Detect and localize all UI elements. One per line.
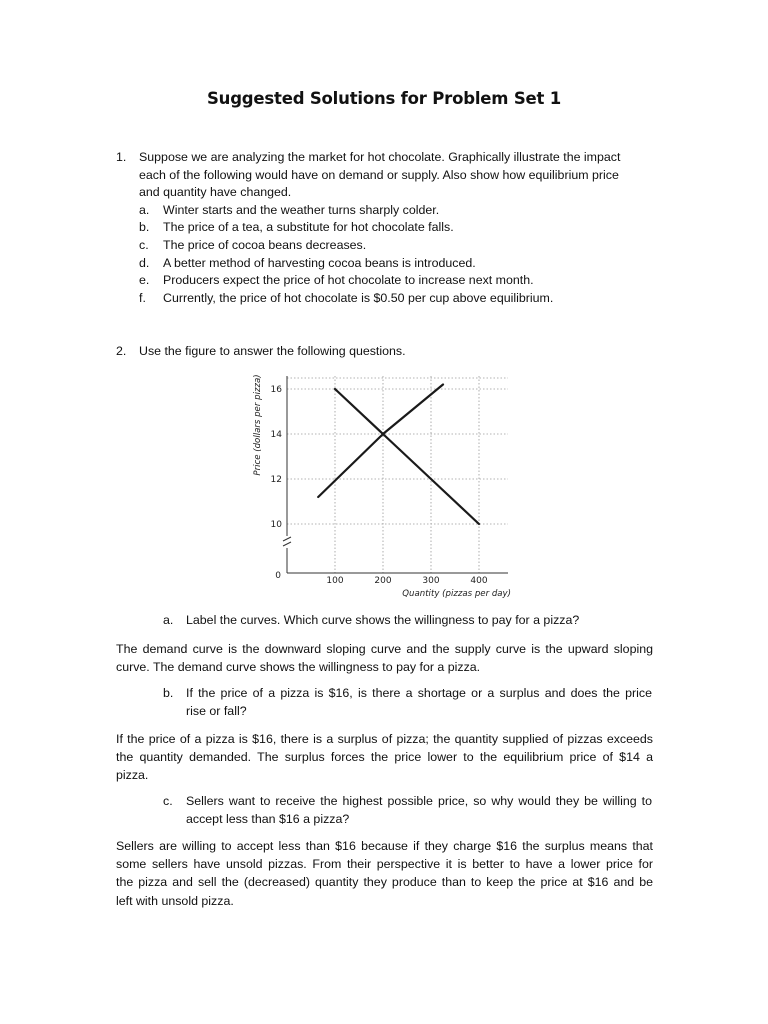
x-axis-title: Quantity (pizzas per day) bbox=[402, 589, 511, 599]
question-prompt-line: each of the following would have on demand or supply. Also show how equilibrium price bbox=[139, 167, 619, 182]
axis-break-mark bbox=[283, 537, 291, 541]
sub-question-text bbox=[186, 685, 652, 720]
y-tick-label: 12 bbox=[270, 475, 282, 485]
sub-question-line: rise or fall? bbox=[186, 703, 247, 718]
x-tick-label: 100 bbox=[326, 576, 344, 586]
demand-curve bbox=[335, 389, 479, 524]
answer-line: curve. The demand curve shows the willingness to pay for a pizza. bbox=[116, 660, 481, 675]
question-prompt-line: Suppose we are analyzing the market for hot chocolate. Graphically illustrate the impact bbox=[139, 150, 621, 164]
list-item-letter: f. bbox=[139, 291, 146, 305]
y-axis-title: Price (dollars per pizza) bbox=[253, 374, 263, 476]
sub-question-line: Sellers want to receive the highest possible price, so why would they be willing to bbox=[186, 794, 652, 808]
question-number: 2. bbox=[116, 344, 127, 358]
page-title: Suggested Solutions for Problem Set 1 bbox=[206, 89, 562, 108]
x-tick-label: 400 bbox=[470, 576, 488, 586]
sub-question-text bbox=[186, 793, 652, 828]
list-item: Producers expect the price of hot chocolate to increase next month. bbox=[163, 273, 534, 287]
answer-line: left with unsold pizza. bbox=[116, 893, 234, 908]
list-item: The price of cocoa beans decreases. bbox=[163, 237, 367, 252]
list-item-letter: e. bbox=[139, 273, 150, 287]
y-tick-label: 16 bbox=[270, 385, 282, 395]
chart-labels bbox=[253, 374, 511, 599]
answer-paragraph bbox=[116, 730, 653, 785]
list-item: A better method of harvesting cocoa beans is introduced. bbox=[163, 255, 476, 270]
list-item-letter: d. bbox=[139, 255, 150, 270]
sub-question-letter: a. bbox=[163, 613, 174, 627]
answer-line: the pizza and sell the (decreased) quantity they produce than to keep the price at $16 and be bbox=[116, 875, 653, 890]
y-tick-label: 10 bbox=[270, 520, 282, 530]
chart-series bbox=[318, 385, 479, 525]
answer-line: Sellers are willing to accept less than $16 because if they charge $16 the surplus means that bbox=[116, 839, 653, 853]
answer-line: pizza. bbox=[116, 768, 149, 783]
answer-paragraph bbox=[116, 837, 653, 910]
y-tick-label: 14 bbox=[270, 430, 282, 440]
supply-demand-chart bbox=[240, 368, 530, 604]
origin-label: 0 bbox=[275, 571, 281, 581]
sub-question-letter: b. bbox=[163, 686, 174, 700]
x-tick-label: 200 bbox=[374, 576, 392, 586]
question-prompt-line: and quantity have changed. bbox=[139, 185, 292, 199]
supply-curve bbox=[318, 385, 443, 498]
x-tick-label: 300 bbox=[422, 576, 440, 586]
list-item-letter: c. bbox=[139, 237, 149, 252]
answer-line: The demand curve is the downward sloping curve and the supply curve is the upward sloping bbox=[116, 642, 653, 656]
sub-question-letter: c. bbox=[163, 794, 173, 808]
list-item: Winter starts and the weather turns sharply colder. bbox=[163, 202, 440, 217]
question-number: 1. bbox=[116, 150, 127, 164]
chart-axes bbox=[283, 376, 508, 573]
answer-line: some sellers have unsold pizzas. From their perspective it is better to have a lower price for bbox=[116, 857, 653, 872]
answer-line: If the price of a pizza is $16, there is a surplus of pizza; the quantity supplied of pizzas exceeds bbox=[116, 732, 653, 746]
list-item-letter: b. bbox=[139, 220, 150, 234]
list-item: The price of a tea, a substitute for hot chocolate falls. bbox=[163, 220, 454, 234]
sub-question-line: accept less than $16 a pizza? bbox=[186, 811, 350, 826]
list-item-letter: a. bbox=[139, 202, 150, 217]
list-item: Currently, the price of hot chocolate is $0.50 per cup above equilibrium. bbox=[163, 291, 554, 305]
sub-question-text: Label the curves. Which curve shows the willingness to pay for a pizza? bbox=[186, 613, 580, 627]
sub-question-line: If the price of a pizza is $16, is there a shortage or a surplus and does the price bbox=[186, 686, 652, 700]
chart-grid bbox=[287, 376, 508, 573]
axis-break-mark bbox=[283, 542, 291, 546]
answer-line: the quantity demanded. The surplus forces the price lower to the equilibrium price of $14 a bbox=[116, 750, 653, 765]
answer-paragraph bbox=[116, 640, 653, 676]
question-prompt: Use the figure to answer the following questions. bbox=[139, 344, 406, 358]
